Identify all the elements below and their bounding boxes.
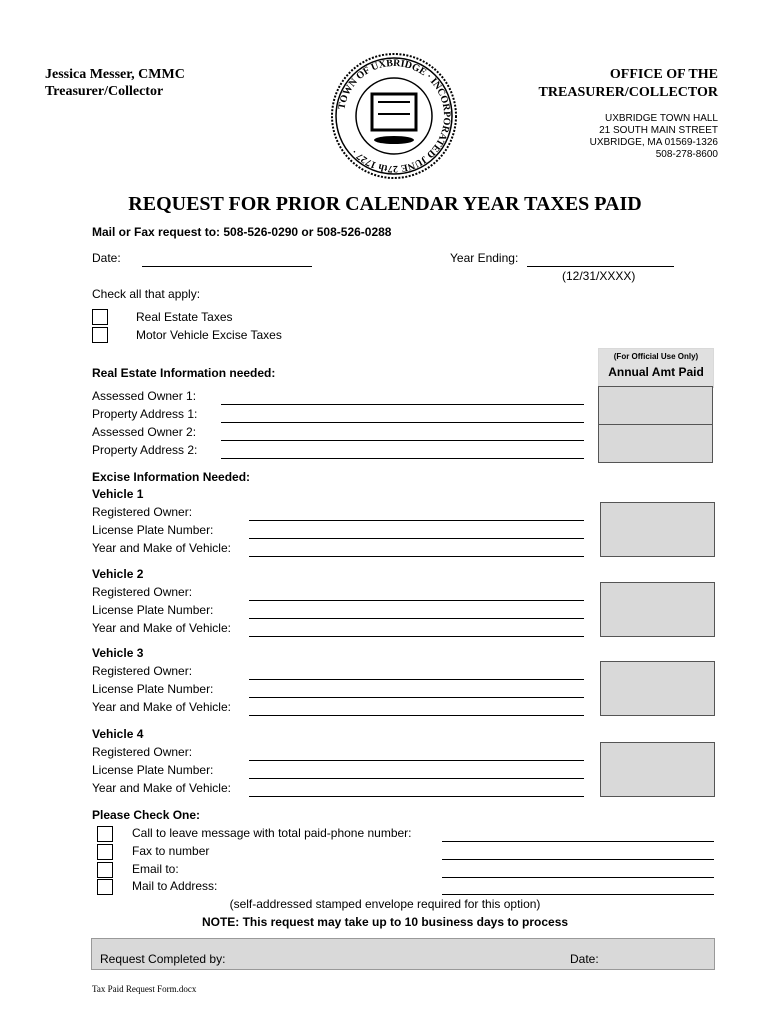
check-all-label: Check all that apply:	[92, 287, 201, 301]
vehicle-field-input[interactable]	[249, 796, 584, 797]
vehicle-field-input[interactable]	[249, 636, 584, 637]
real-estate-field-label: Property Address 2:	[92, 443, 198, 457]
address-line: 21 SOUTH MAIN STREET	[599, 125, 718, 136]
footer-filename: Tax Paid Request Form.docx	[92, 984, 197, 994]
contact-method-label: Mail to Address:	[132, 879, 218, 893]
vehicle-field-input[interactable]	[249, 618, 584, 619]
form-title: REQUEST FOR PRIOR CALENDAR YEAR TAXES PAID	[128, 193, 642, 215]
address-line: UXBRIDGE TOWN HALL	[605, 113, 718, 124]
vehicle-field-input[interactable]	[249, 538, 584, 539]
amount-box-vehicle[interactable]	[600, 582, 715, 637]
year-format-hint: (12/31/XXXX)	[562, 269, 636, 283]
office-title-1: OFFICE OF THE	[609, 67, 718, 82]
vehicle-field-label: Year and Make of Vehicle:	[92, 781, 231, 795]
vehicle-field-label: Registered Owner:	[92, 664, 193, 678]
date-label: Date:	[92, 251, 121, 265]
completed-by-label: Request Completed by:	[100, 952, 226, 966]
vehicle-heading: Vehicle 1	[92, 487, 144, 501]
office-address	[590, 113, 718, 161]
vehicle-field-input[interactable]	[249, 556, 584, 557]
vehicle-field-input[interactable]	[249, 778, 584, 779]
excise-heading: Excise Information Needed:	[92, 470, 251, 484]
official-use-header	[598, 348, 714, 388]
official-use-label: (For Official Use Only)	[613, 352, 699, 361]
address-line: UXBRIDGE, MA 01569-1326	[589, 137, 718, 148]
vehicle-heading: Vehicle 3	[92, 646, 144, 660]
real-estate-field-label: Assessed Owner 1:	[92, 389, 197, 403]
vehicle-field-label: Year and Make of Vehicle:	[92, 541, 231, 555]
contact-method-label: Call to leave message with total paid-phone number:	[132, 826, 412, 840]
year-ending-label: Year Ending:	[450, 251, 519, 265]
real-estate-field-label: Property Address 1:	[92, 407, 198, 421]
vehicle-field-input[interactable]	[249, 679, 584, 680]
contact-method-input[interactable]	[442, 859, 714, 860]
vehicle-field-label: License Plate Number:	[92, 523, 214, 537]
real-estate-field-input[interactable]	[221, 404, 584, 405]
contact-method-input[interactable]	[442, 841, 714, 842]
contact-method-checkbox[interactable]	[97, 862, 113, 878]
processing-notice: NOTE: This request may take up to 10 business days to process	[201, 915, 569, 929]
amount-box-vehicle[interactable]	[600, 661, 715, 716]
real-estate-field-label: Assessed Owner 2:	[92, 425, 197, 439]
vehicle-field-input[interactable]	[249, 600, 584, 601]
check-one-heading: Please Check One:	[92, 808, 201, 822]
vehicle-field-input[interactable]	[249, 760, 584, 761]
vehicle-field-label: Year and Make of Vehicle:	[92, 700, 231, 714]
svg-text:TOWN OF UXBRIDGE · INCORPORATE: TOWN OF UXBRIDGE · INCORPORATED JUNE 27th 1727 ·	[336, 57, 453, 175]
amount-box-vehicle[interactable]	[600, 502, 715, 557]
contact-method-input[interactable]	[442, 877, 714, 878]
vehicle-field-label: License Plate Number:	[92, 682, 214, 696]
vehicle-heading: Vehicle 2	[92, 567, 144, 581]
completed-date-label: Date:	[570, 952, 599, 966]
real-estate-heading: Real Estate Information needed:	[92, 366, 276, 380]
vehicle-heading: Vehicle 4	[92, 727, 144, 741]
treasurer-name: Jessica Messer, CMMC	[45, 67, 185, 82]
phone: 508-278-8600	[655, 149, 718, 160]
real-estate-field-input[interactable]	[221, 422, 584, 423]
vehicle-field-input[interactable]	[249, 715, 584, 716]
amount-box-vehicle[interactable]	[600, 742, 715, 797]
vehicle-field-label: Year and Make of Vehicle:	[92, 621, 231, 635]
real-estate-checkbox[interactable]	[92, 309, 108, 325]
motor-vehicle-option: Motor Vehicle Excise Taxes	[136, 328, 282, 342]
contact-method-label: Fax to number	[132, 844, 210, 858]
vehicle-field-input[interactable]	[249, 697, 584, 698]
vehicle-field-input[interactable]	[249, 520, 584, 521]
amount-box-property-1[interactable]	[598, 386, 713, 425]
date-field[interactable]	[142, 266, 312, 267]
mail-fax-info: Mail or Fax request to: 508-526-0290 or 508-526-0288	[92, 225, 392, 239]
vehicle-field-label: Registered Owner:	[92, 505, 193, 519]
contact-method-checkbox[interactable]	[97, 844, 113, 860]
contact-method-checkbox[interactable]	[97, 879, 113, 895]
vehicle-field-label: License Plate Number:	[92, 603, 214, 617]
town-seal-logo	[330, 52, 458, 180]
motor-vehicle-checkbox[interactable]	[92, 327, 108, 343]
vehicle-field-label: Registered Owner:	[92, 745, 193, 759]
envelope-note: (self-addressed stamped envelope required for this option)	[229, 897, 541, 911]
annual-amt-label: Annual Amt Paid	[608, 365, 704, 379]
real-estate-option: Real Estate Taxes	[136, 310, 233, 324]
amount-box-property-2[interactable]	[598, 424, 713, 463]
completion-box	[91, 938, 715, 970]
office-title-2: TREASURER/COLLECTOR	[538, 85, 718, 100]
vehicle-field-label: Registered Owner:	[92, 585, 193, 599]
contact-method-input[interactable]	[442, 894, 714, 895]
treasurer-role: Treasurer/Collector	[45, 84, 164, 99]
real-estate-field-input[interactable]	[221, 458, 584, 459]
contact-method-label: Email to:	[132, 862, 179, 876]
real-estate-field-input[interactable]	[221, 440, 584, 441]
contact-method-checkbox[interactable]	[97, 826, 113, 842]
year-ending-field[interactable]	[527, 266, 674, 267]
vehicle-field-label: License Plate Number:	[92, 763, 214, 777]
